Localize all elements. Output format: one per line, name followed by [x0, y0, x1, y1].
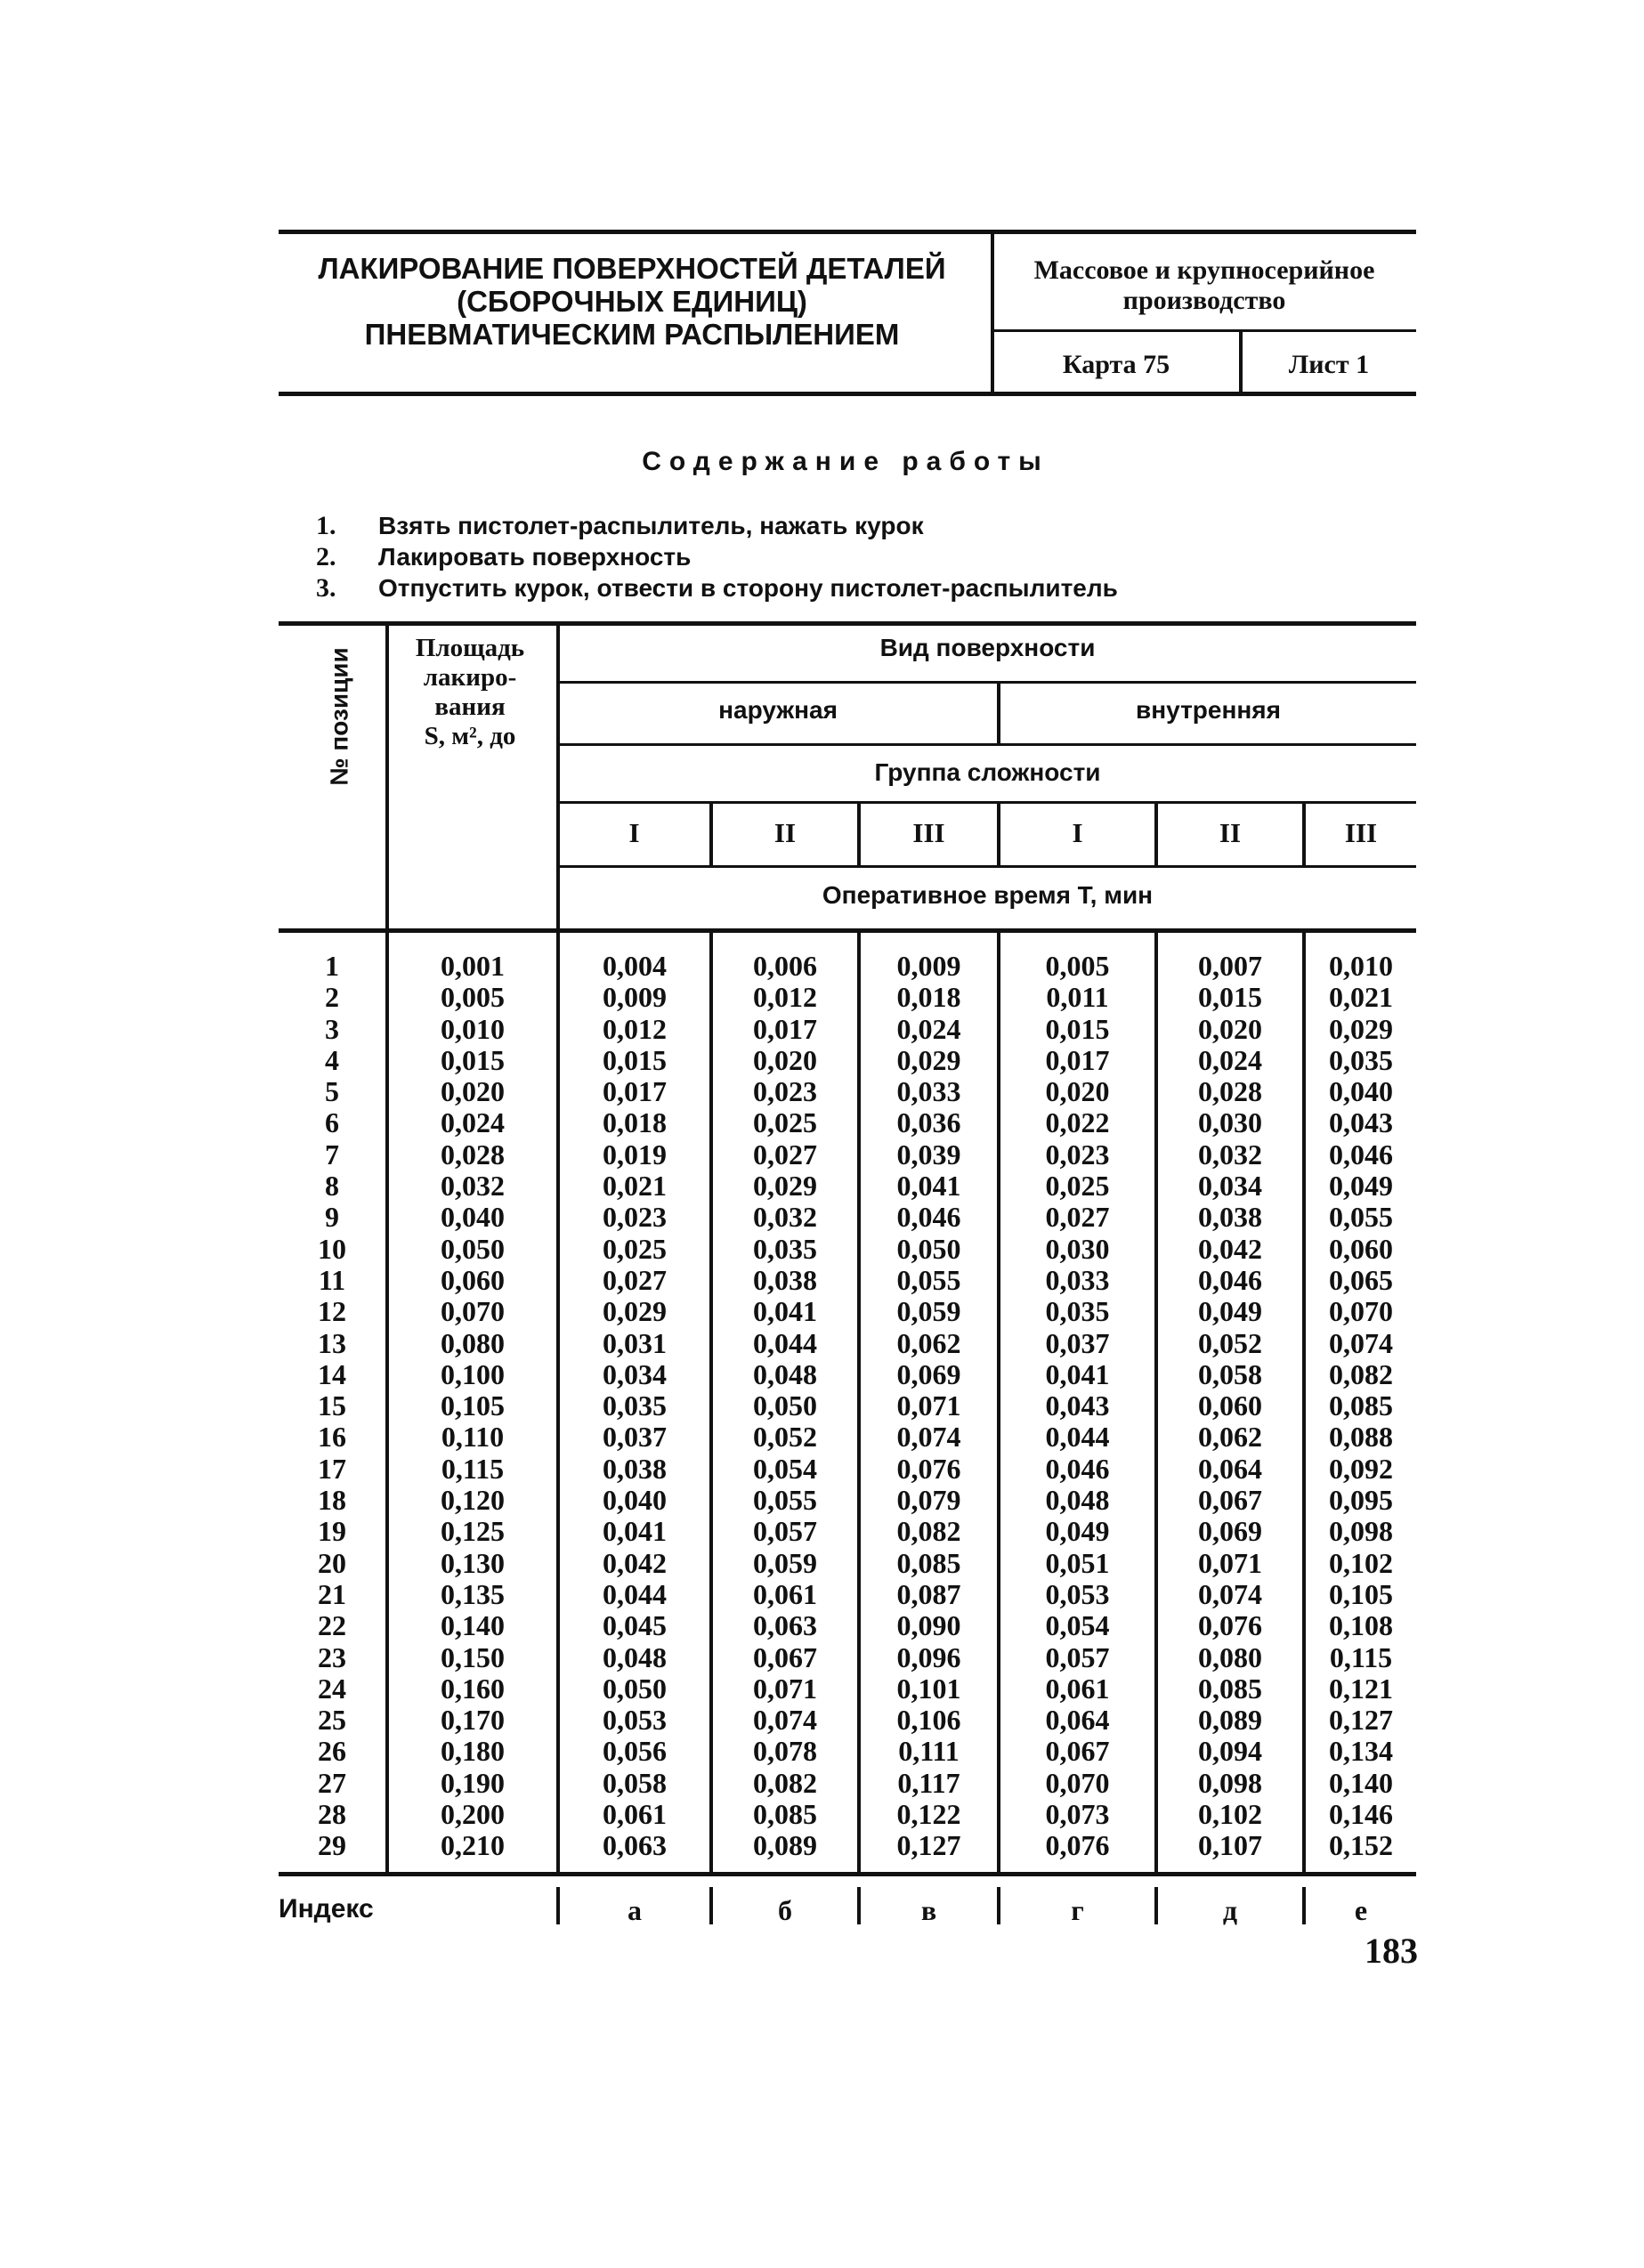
table-cell: 0,055 — [1329, 1201, 1393, 1234]
table-cell: 0,060 — [1198, 1389, 1262, 1422]
table-cell: 0,041 — [896, 1170, 961, 1203]
table-cell: 0,140 — [1329, 1766, 1393, 1799]
table-cell: 0,122 — [896, 1798, 961, 1831]
table-cell: 0,025 — [1045, 1170, 1110, 1203]
table-cell: 11 — [318, 1263, 346, 1296]
table-header-bottom-rule — [279, 928, 1416, 933]
table-cell: 0,050 — [896, 1232, 961, 1265]
table-cell: 0,036 — [896, 1106, 961, 1139]
table-cell: 0,080 — [1198, 1640, 1262, 1673]
table-cell: 13 — [318, 1326, 346, 1359]
table-cell: 0,160 — [441, 1672, 505, 1705]
table-rule — [559, 743, 1416, 746]
table-cell: 16 — [318, 1421, 346, 1454]
table-cell: 0,061 — [1045, 1672, 1110, 1705]
table-cell: 0,105 — [1329, 1577, 1393, 1610]
table-cell: 0,082 — [1329, 1357, 1393, 1390]
table-cell: 0,023 — [753, 1075, 817, 1108]
header-divider — [991, 230, 994, 396]
table-rule — [559, 801, 1416, 804]
table-cell: 0,029 — [603, 1295, 667, 1328]
table-cell: 0,020 — [753, 1043, 817, 1076]
table-cell: 0,125 — [441, 1515, 505, 1548]
table-cell: 6 — [325, 1106, 339, 1139]
table-cell: 0,048 — [603, 1640, 667, 1673]
table-cell: 0,035 — [603, 1389, 667, 1422]
table-cell: 2 — [325, 981, 339, 1014]
table-cell: 0,021 — [603, 1170, 667, 1203]
step-number: 3. — [316, 573, 336, 603]
table-cell: 0,070 — [441, 1295, 505, 1328]
table-cell: 0,054 — [753, 1452, 817, 1485]
step-text: Взять пистолет-распылитель, нажать курок — [378, 512, 924, 539]
table-cell: 0,023 — [1045, 1138, 1110, 1170]
table-cell: 0,009 — [896, 950, 961, 982]
table-cell: 0,088 — [1329, 1421, 1393, 1454]
table-cell: 0,012 — [753, 981, 817, 1014]
header-mid-rule — [991, 329, 1416, 332]
area-header — [390, 634, 550, 751]
table-cell: 0,069 — [1198, 1515, 1262, 1548]
index-cell: д — [1222, 1894, 1238, 1926]
table-cell: 0,041 — [1045, 1357, 1110, 1390]
table-cell: 0,035 — [1329, 1043, 1393, 1076]
position-header — [278, 641, 402, 792]
table-cell: 0,070 — [1329, 1295, 1393, 1328]
table-cell: 0,057 — [753, 1515, 817, 1548]
table-cell: 0,089 — [753, 1829, 817, 1862]
table-cell: 0,041 — [603, 1515, 667, 1548]
table-cell: 5 — [325, 1075, 339, 1108]
table-cell: 10 — [318, 1232, 346, 1265]
table-cell: 19 — [318, 1515, 346, 1548]
index-cell: г — [1071, 1894, 1084, 1926]
position-column — [279, 951, 385, 1862]
table-cell: 0,049 — [1198, 1295, 1262, 1328]
table-cell: 0,074 — [1198, 1577, 1262, 1610]
step-number: 1. — [316, 511, 336, 540]
outer-surface-header: наружная — [718, 696, 838, 724]
table-cell: 8 — [325, 1170, 339, 1203]
table-cell: 0,087 — [896, 1577, 961, 1610]
table-cell: 0,027 — [603, 1263, 667, 1296]
group-cell: III — [912, 817, 945, 848]
table-cell: 0,059 — [753, 1546, 817, 1579]
table-cell: 1 — [325, 950, 339, 982]
table-cell: 29 — [318, 1829, 346, 1862]
table-cell: 0,089 — [1198, 1704, 1262, 1737]
table-cell: 0,115 — [1329, 1640, 1393, 1673]
table-cell: 0,052 — [1198, 1326, 1262, 1359]
table-cell: 0,051 — [1045, 1546, 1110, 1579]
table-cell: 0,135 — [441, 1577, 505, 1610]
table-cell: 0,110 — [441, 1421, 505, 1454]
time-column-outer-III — [861, 951, 997, 1862]
table-cell: 0,050 — [441, 1232, 505, 1265]
table-cell: 0,032 — [441, 1170, 505, 1203]
table-rule — [559, 865, 1416, 868]
table-cell: 0,015 — [603, 1043, 667, 1076]
group-cell: I — [1072, 817, 1083, 848]
table-cell: 0,046 — [1329, 1138, 1393, 1170]
table-cell: 0,040 — [441, 1201, 505, 1234]
table-cell: 0,018 — [603, 1106, 667, 1139]
area-header-line: вания — [434, 693, 506, 721]
table-cell: 3 — [325, 1012, 339, 1045]
table-cell: 0,067 — [1198, 1484, 1262, 1517]
production-type — [995, 255, 1413, 316]
table-cell: 0,069 — [896, 1357, 961, 1390]
table-cell: 0,042 — [1198, 1232, 1262, 1265]
table-cell: 0,037 — [1045, 1326, 1110, 1359]
table-cell: 0,012 — [603, 1012, 667, 1045]
table-cell: 15 — [318, 1389, 346, 1422]
production-line: Массовое и крупносерийное — [1033, 255, 1375, 285]
index-cell: б — [778, 1894, 792, 1926]
table-cell: 0,024 — [441, 1106, 505, 1139]
table-cell: 0,052 — [753, 1421, 817, 1454]
sheet-number: Лист 1 — [1288, 350, 1370, 379]
table-cell: 25 — [318, 1704, 346, 1737]
table-cell: 0,044 — [753, 1326, 817, 1359]
table-cell: 0,071 — [896, 1389, 961, 1422]
table-cell: 0,017 — [753, 1012, 817, 1045]
table-cell: 0,011 — [1046, 981, 1109, 1014]
table-cell: 0,029 — [896, 1043, 961, 1076]
table-cell: 0,063 — [753, 1609, 817, 1642]
table-cell: 0,115 — [441, 1452, 505, 1485]
group-cell: I — [628, 817, 640, 848]
table-cell: 0,064 — [1045, 1704, 1110, 1737]
table-cell: 0,056 — [603, 1735, 667, 1768]
page-number: 183 — [1365, 1931, 1418, 1971]
table-cell: 0,005 — [1045, 950, 1110, 982]
table-cell: 0,004 — [603, 950, 667, 982]
table-cell: 0,017 — [1045, 1043, 1110, 1076]
table-cell: 0,146 — [1329, 1798, 1393, 1831]
table-cell: 0,071 — [753, 1672, 817, 1705]
table-cell: 0,102 — [1329, 1546, 1393, 1579]
area-header-line: Площадь — [415, 634, 525, 662]
table-cell: 0,070 — [1045, 1766, 1110, 1799]
table-top-rule — [279, 621, 1416, 626]
table-cell: 21 — [318, 1577, 346, 1610]
table-cell: 27 — [318, 1766, 346, 1799]
table-cell: 0,053 — [603, 1704, 667, 1737]
table-cell: 0,049 — [1045, 1515, 1110, 1548]
index-cell: в — [920, 1894, 937, 1926]
table-cell: 0,015 — [441, 1043, 505, 1076]
table-cell: 0,105 — [441, 1389, 505, 1422]
table-cell: 0,060 — [1329, 1232, 1393, 1265]
table-cell: 0,121 — [1329, 1672, 1393, 1705]
table-cell: 0,040 — [1329, 1075, 1393, 1108]
table-cell: 0,029 — [753, 1170, 817, 1203]
table-cell: 0,027 — [1045, 1201, 1110, 1234]
table-cell: 0,027 — [753, 1138, 817, 1170]
table-cell: 0,120 — [441, 1484, 505, 1517]
table-cell: 0,044 — [1045, 1421, 1110, 1454]
table-cell: 0,006 — [753, 950, 817, 982]
table-cell: 0,005 — [441, 981, 505, 1014]
work-step — [316, 573, 1118, 603]
table-cell: 0,134 — [1329, 1735, 1393, 1768]
table-cell: 28 — [318, 1798, 346, 1831]
table-cell: 0,038 — [753, 1263, 817, 1296]
table-cell: 0,108 — [1329, 1609, 1393, 1642]
index-cell: е — [1354, 1894, 1368, 1926]
operative-time-header: Оперативное время T, мин — [822, 881, 1154, 909]
table-cell: 0,038 — [603, 1452, 667, 1485]
table-cell: 0,074 — [896, 1421, 961, 1454]
work-step — [316, 511, 924, 541]
table-cell: 0,034 — [603, 1357, 667, 1390]
table-cell: 0,046 — [1045, 1452, 1110, 1485]
table-rule — [559, 681, 1416, 684]
table-cell: 0,030 — [1198, 1106, 1262, 1139]
table-cell: 0,106 — [896, 1704, 961, 1737]
table-cell: 23 — [318, 1640, 346, 1673]
production-line: производство — [1122, 286, 1286, 315]
table-cell: 17 — [318, 1452, 346, 1485]
table-cell: 0,100 — [441, 1357, 505, 1390]
complexity-group-header: Группа сложности — [874, 758, 1101, 786]
table-cell: 0,058 — [603, 1766, 667, 1799]
table-cell: 0,090 — [896, 1609, 961, 1642]
header-bottom-rule — [279, 392, 1416, 396]
table-cell: 0,152 — [1329, 1829, 1393, 1862]
table-cell: 26 — [318, 1735, 346, 1768]
table-cell: 0,040 — [603, 1484, 667, 1517]
table-cell: 0,055 — [753, 1484, 817, 1517]
table-cell: 0,015 — [1045, 1012, 1110, 1045]
table-cell: 0,043 — [1329, 1106, 1393, 1139]
table-cell: 0,017 — [603, 1075, 667, 1108]
table-cell: 0,020 — [441, 1075, 505, 1108]
table-cell: 0,021 — [1329, 981, 1393, 1014]
table-cell: 0,117 — [897, 1766, 960, 1799]
table-cell: 0,015 — [1198, 981, 1262, 1014]
table-cell: 0,074 — [753, 1704, 817, 1737]
area-column — [389, 951, 556, 1862]
table-cell: 0,024 — [896, 1012, 961, 1045]
table-cell: 0,010 — [1329, 950, 1393, 982]
card-sheet-divider — [1239, 329, 1243, 396]
table-cell: 0,039 — [896, 1138, 961, 1170]
table-cell: 0,067 — [1045, 1735, 1110, 1768]
table-cell: 0,190 — [441, 1766, 505, 1799]
work-step — [316, 542, 691, 572]
card-number: Карта 75 — [1062, 350, 1170, 379]
table-cell: 0,085 — [1198, 1672, 1262, 1705]
step-number: 2. — [316, 542, 336, 571]
table-cell: 0,035 — [1045, 1295, 1110, 1328]
table-cell: 0,060 — [441, 1263, 505, 1296]
surface-type-header: Вид поверхности — [879, 634, 1096, 661]
time-column-inner-I — [1000, 951, 1154, 1862]
table-cell: 0,140 — [441, 1609, 505, 1642]
inner-surface-header: внутренняя — [1136, 696, 1281, 724]
table-cell: 0,038 — [1198, 1201, 1262, 1234]
table-cell: 0,032 — [753, 1201, 817, 1234]
area-header-line: S, м², до — [424, 722, 516, 750]
document-title — [285, 252, 979, 351]
table-cell: 14 — [318, 1357, 346, 1390]
table-cell: 0,200 — [441, 1798, 505, 1831]
table-cell: 0,064 — [1198, 1452, 1262, 1485]
title-line: (СБОРОЧНЫХ ЕДИНИЦ) — [457, 285, 807, 318]
table-cell: 0,058 — [1198, 1357, 1262, 1390]
table-cell: 0,025 — [603, 1232, 667, 1265]
table-cell: 0,085 — [896, 1546, 961, 1579]
table-cell: 0,078 — [753, 1735, 817, 1768]
table-cell: 0,048 — [753, 1357, 817, 1390]
table-cell: 0,061 — [753, 1577, 817, 1610]
group-cell: II — [1219, 817, 1242, 848]
table-cell: 0,031 — [603, 1326, 667, 1359]
table-cell: 0,044 — [603, 1577, 667, 1610]
table-cell: 0,035 — [753, 1232, 817, 1265]
time-column-outer-II — [713, 951, 857, 1862]
table-cell: 0,094 — [1198, 1735, 1262, 1768]
table-cell: 0,048 — [1045, 1484, 1110, 1517]
group-cell: III — [1344, 817, 1378, 848]
table-cell: 0,071 — [1198, 1546, 1262, 1579]
table-cell: 0,033 — [896, 1075, 961, 1108]
table-cell: 0,076 — [1045, 1829, 1110, 1862]
table-cell: 0,054 — [1045, 1609, 1110, 1642]
table-cell: 0,170 — [441, 1704, 505, 1737]
table-cell: 0,050 — [603, 1672, 667, 1705]
table-cell: 0,130 — [441, 1546, 505, 1579]
table-cell: 0,074 — [1329, 1326, 1393, 1359]
table-cell: 0,210 — [441, 1829, 505, 1862]
table-cell: 0,057 — [1045, 1640, 1110, 1673]
table-cell: 0,059 — [896, 1295, 961, 1328]
table-cell: 24 — [318, 1672, 346, 1705]
table-cell: 0,063 — [603, 1829, 667, 1862]
table-cell: 0,076 — [896, 1452, 961, 1485]
title-line: ЛАКИРОВАНИЕ ПОВЕРХНОСТЕЙ ДЕТАЛЕЙ — [318, 252, 946, 285]
table-cell: 0,055 — [896, 1263, 961, 1296]
table-cell: 22 — [318, 1609, 346, 1642]
table-cell: 0,028 — [441, 1138, 505, 1170]
area-header-line: лакиро- — [423, 663, 517, 692]
table-cell: 0,030 — [1045, 1232, 1110, 1265]
time-column-outer-I — [560, 951, 709, 1862]
table-cell: 0,053 — [1045, 1577, 1110, 1610]
table-cell: 0,080 — [441, 1326, 505, 1359]
table-cell: 0,096 — [896, 1640, 961, 1673]
table-cell: 0,076 — [1198, 1609, 1262, 1642]
table-cell: 0,001 — [441, 950, 505, 982]
table-cell: 0,062 — [896, 1326, 961, 1359]
table-cell: 0,098 — [1198, 1766, 1262, 1799]
table-cell: 0,111 — [898, 1735, 960, 1768]
table-cell: 0,127 — [1329, 1704, 1393, 1737]
table-cell: 0,028 — [1198, 1075, 1262, 1108]
table-cell: 0,046 — [1198, 1263, 1262, 1296]
table-cell: 0,025 — [753, 1106, 817, 1139]
table-cell: 0,020 — [1045, 1075, 1110, 1108]
table-cell: 0,065 — [1329, 1263, 1393, 1296]
step-text: Лакировать поверхность — [378, 543, 692, 571]
table-cell: 7 — [325, 1138, 339, 1170]
table-cell: 0,042 — [603, 1546, 667, 1579]
table-cell: 12 — [318, 1295, 346, 1328]
title-line: ПНЕВМАТИЧЕСКИМ РАСПЫЛЕНИЕМ — [364, 318, 900, 351]
table-cell: 0,102 — [1198, 1798, 1262, 1831]
work-title: Содержание работы — [642, 447, 1049, 476]
table-cell: 0,107 — [1198, 1829, 1262, 1862]
table-cell: 0,079 — [896, 1484, 961, 1517]
table-cell: 0,033 — [1045, 1263, 1110, 1296]
table-cell: 0,045 — [603, 1609, 667, 1642]
table-cell: 0,034 — [1198, 1170, 1262, 1203]
table-cell: 0,019 — [603, 1138, 667, 1170]
table-cell: 0,049 — [1329, 1170, 1393, 1203]
table-bottom-rule — [279, 1872, 1416, 1876]
table-cell: 0,180 — [441, 1735, 505, 1768]
table-cell: 4 — [325, 1043, 339, 1076]
table-cell: 0,082 — [896, 1515, 961, 1548]
table-cell: 0,098 — [1329, 1515, 1393, 1548]
table-cell: 0,041 — [753, 1295, 817, 1328]
time-column-inner-II — [1158, 951, 1302, 1862]
table-cell: 0,073 — [1045, 1798, 1110, 1831]
position-header-text: № позиции — [326, 647, 354, 786]
table-cell: 0,018 — [896, 981, 961, 1014]
table-cell: 0,010 — [441, 1012, 505, 1045]
header-top-rule — [279, 230, 1416, 234]
table-cell: 0,023 — [603, 1201, 667, 1234]
table-cell: 0,032 — [1198, 1138, 1262, 1170]
table-cell: 0,092 — [1329, 1452, 1393, 1485]
group-cell: II — [773, 817, 797, 848]
table-cell: 0,067 — [753, 1640, 817, 1673]
table-cell: 0,020 — [1198, 1012, 1262, 1045]
table-cell: 0,029 — [1329, 1012, 1393, 1045]
table-cell: 0,150 — [441, 1640, 505, 1673]
table-cell: 0,085 — [753, 1798, 817, 1831]
table-cell: 0,022 — [1045, 1106, 1110, 1139]
table-cell: 0,061 — [603, 1798, 667, 1831]
table-cell: 0,009 — [603, 981, 667, 1014]
table-cell: 0,127 — [896, 1829, 961, 1862]
step-text: Отпустить курок, отвести в сторону пистолет-распылитель — [378, 574, 1118, 602]
table-cell: 0,050 — [753, 1389, 817, 1422]
table-cell: 0,095 — [1329, 1484, 1393, 1517]
table-cell: 18 — [318, 1484, 346, 1517]
table-cell: 0,043 — [1045, 1389, 1110, 1422]
time-column-inner-III — [1306, 951, 1416, 1862]
index-label: Индекс — [279, 1894, 374, 1924]
table-cell: 0,024 — [1198, 1043, 1262, 1076]
index-cell: а — [628, 1894, 642, 1926]
table-cell: 9 — [325, 1201, 339, 1234]
table-cell: 0,101 — [896, 1672, 961, 1705]
table-cell: 0,007 — [1198, 950, 1262, 982]
table-cell: 0,062 — [1198, 1421, 1262, 1454]
table-cell: 0,082 — [753, 1766, 817, 1799]
table-cell: 0,046 — [896, 1201, 961, 1234]
table-cell: 0,037 — [603, 1421, 667, 1454]
table-cell: 0,085 — [1329, 1389, 1393, 1422]
table-cell: 20 — [318, 1546, 346, 1579]
